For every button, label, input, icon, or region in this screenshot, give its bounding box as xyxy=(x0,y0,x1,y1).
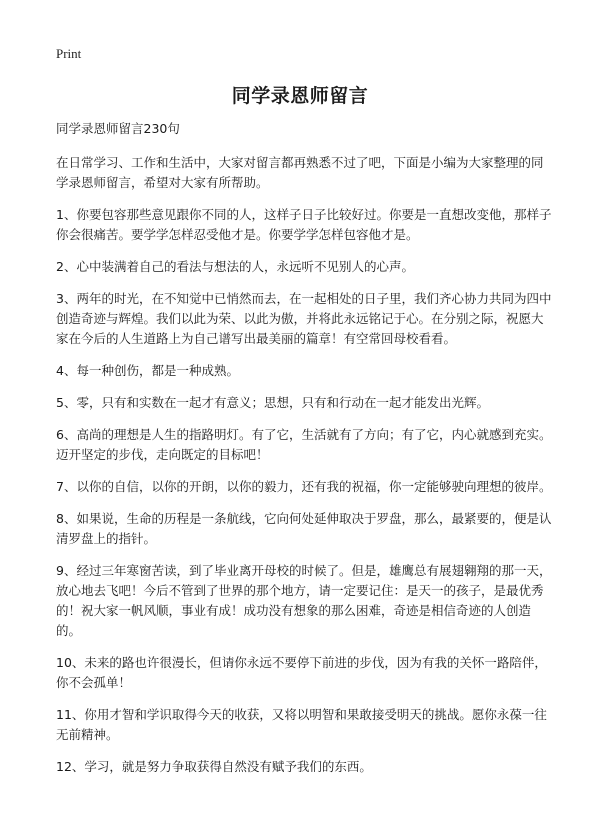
message-item: 2、心中装满着自己的看法与想法的人，永远听不见别人的心声。 xyxy=(56,259,414,274)
article-body xyxy=(56,119,554,789)
message-item: 11、你用才智和学识取得今天的收获，又将以明智和果敢接受明天的挑战。愿你永葆一往无前精神。 xyxy=(56,707,547,742)
message-item: 9、经过三年寒窗苦读，到了毕业离开母校的时候了。但是，雄鹰总有展翅翱翔的那一天，放心地去飞吧！今后不管到了世界的那个地方，请一定要记住：是天一的孩子，是最优秀的！祝大家一帆风顺，事业有成！成功没有想象的那么困难，奇迹是相信奇迹的人创造的。 xyxy=(56,563,552,638)
message-item: 12、学习，就是努力争取获得自然没有赋予我们的东西。 xyxy=(56,759,372,774)
message-item: 6、高尚的理想是人生的指路明灯。有了它，生活就有了方向；有了它，内心就感到充实。迈开坚定的步伐，走向既定的目标吧！ xyxy=(56,427,552,462)
print-link[interactable]: Print xyxy=(56,46,82,61)
article-subtitle: 同学录恩师留言230句 xyxy=(56,121,180,136)
intro-paragraph: 在日常学习、工作和生活中，大家对留言都再熟悉不过了吧，下面是小编为大家整理的同学录恩师留言，希望对大家有所帮助。 xyxy=(56,155,544,190)
message-item: 4、每一种创伤，都是一种成熟。 xyxy=(56,363,239,378)
message-item: 7、以你的自信，以你的开朗，以你的毅力，还有我的祝福，你一定能够驶向理想的彼岸。 xyxy=(56,479,552,494)
message-item: 1、你要包容那些意见跟你不同的人，这样子日子比较好过。你要是一直想改变他，那样子你会很痛苦。要学学怎样忍受他才是。你要学学怎样包容他才是。 xyxy=(56,207,552,242)
message-item: 3、两年的时光，在不知觉中已悄然而去，在一起相处的日子里，我们齐心协力共同为四中创造奇迹与辉煌。我们以此为荣、以此为傲，并将此永远铭记于心。在分别之际，祝愿大家在今后的人生道路上为自己谱写出最美丽的篇章！有空常回母校看看。 xyxy=(56,291,552,346)
message-item: 5、零，只有和实数在一起才有意义；思想，只有和行动在一起才能发出光辉。 xyxy=(56,395,489,410)
message-item: 10、未来的路也许很漫长，但请你永远不要停下前进的步伐，因为有我的关怀一路陪伴，你不会孤单！ xyxy=(56,655,547,690)
page-title: 同学录恩师留言 xyxy=(231,85,369,107)
message-item: 8、如果说，生命的历程是一条航线，它向何处延伸取决于罗盘，那么，最紧要的，便是认清罗盘上的指针。 xyxy=(56,511,552,546)
